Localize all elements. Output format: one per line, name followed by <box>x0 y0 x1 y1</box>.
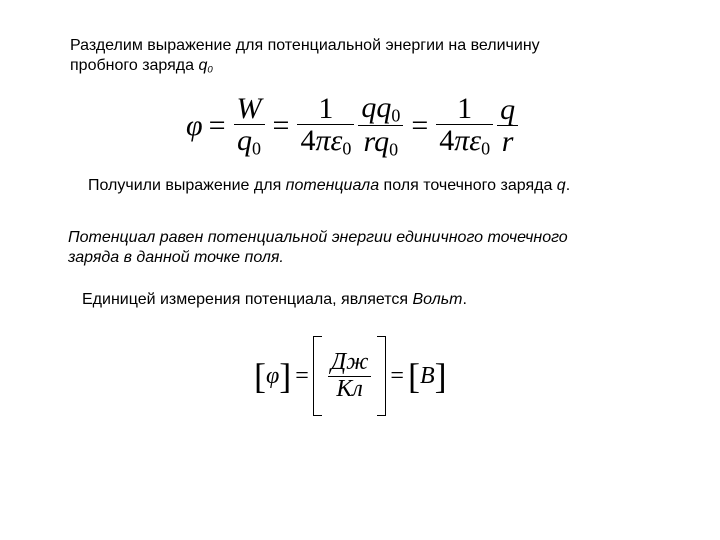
result-sentence: Получили выражение для потенциала поля точечного заряда q. <box>88 177 571 194</box>
definition-line-1: Потенциал равен потенциальной энергии единичного точечного <box>68 229 568 246</box>
right-bracket <box>377 336 386 416</box>
fraction-1-over-4pieps0-second: $\frac{1}{4\pi\varepsilon_0}$ <box>436 93 493 159</box>
fraction-W-over-q0: $\frac{W}{q_0}$ <box>234 93 265 159</box>
fraction-J-over-C: $\frac{Дж}{Кл}$ <box>328 350 372 401</box>
fraction-1-over-4pieps0: $\frac{1}{4\pi\varepsilon_0}$ <box>297 93 354 159</box>
definition-line-2: заряда в данной точке поля. <box>68 249 284 266</box>
q0-symbol: q <box>198 57 208 74</box>
unit-sentence: Единицей измерения потенциала, является Вольт. <box>82 291 467 308</box>
left-bracket <box>313 336 322 416</box>
fraction-qq0-over-rq0: $\frac{qq_0}{rq_0}$ <box>358 92 403 160</box>
fraction-q-over-r: $\frac{q}{r}$ <box>497 94 518 158</box>
intro-line-1: Разделим выражение для потенциальной энергии на величину <box>70 37 540 54</box>
intro-line-2: пробного заряда $q_0$ <box>70 57 213 76</box>
unit-formula: [ φ ] = $\frac{Дж}{Кл}$ = [ В ] <box>254 336 447 416</box>
potential-formula: φ = $\frac{W}{q_0}$ = $\frac{1}{4\pi\varepsilon_0}$ $\frac{qq_0}{rq_0}$ = $\frac{1}{4\pi\varepsilon_0}$ $\frac{q}{r}$ <box>186 92 520 160</box>
